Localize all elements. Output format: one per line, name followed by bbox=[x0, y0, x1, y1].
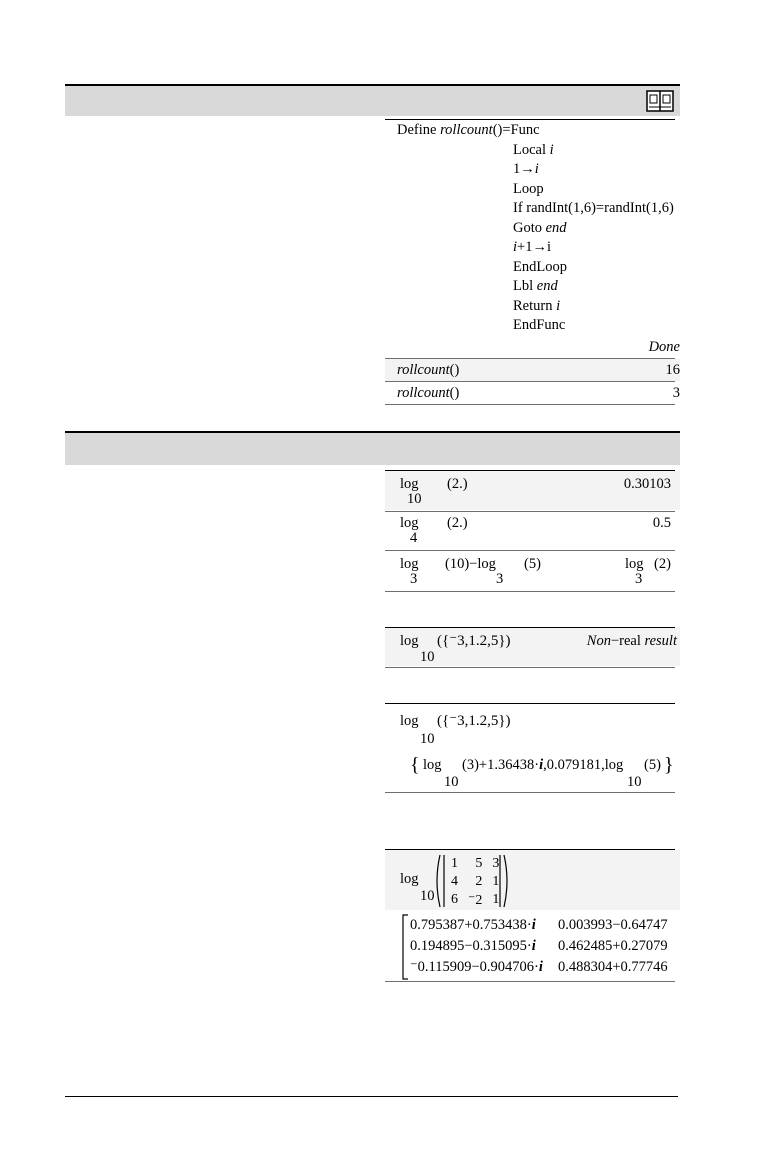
matrix-cell: 1 bbox=[451, 856, 458, 871]
log-expression: log bbox=[400, 476, 419, 492]
matrix-cell: 2 bbox=[475, 874, 483, 889]
program-line: Loop bbox=[513, 181, 544, 197]
log-base: 10 bbox=[407, 491, 422, 507]
call-expression: rollcount() bbox=[397, 362, 460, 378]
matrix-row: ⁻0.115909−0.904706·i bbox=[410, 959, 543, 975]
section-header-bar bbox=[65, 84, 680, 116]
call-result: 16 bbox=[665, 362, 680, 378]
log-base: 10 bbox=[420, 888, 435, 904]
define-line: Define rollcount()=Func bbox=[397, 122, 540, 138]
log-expression: log bbox=[400, 871, 419, 887]
log-base: 4 bbox=[410, 530, 418, 546]
matrix-row: 0.795387+0.753438·i bbox=[410, 917, 536, 933]
log-result: } bbox=[664, 754, 674, 776]
log-argument: (2.) bbox=[447, 515, 468, 531]
log-result: (5) bbox=[644, 757, 661, 773]
log-argument: (5) bbox=[524, 556, 541, 572]
log-result: 0.30103 bbox=[623, 476, 671, 492]
log-result: { bbox=[410, 754, 420, 776]
matrix-row: 0.003993−0.64747 bbox=[558, 917, 668, 933]
log-result-base: 3 bbox=[635, 571, 643, 587]
call-expression: rollcount() bbox=[397, 385, 460, 401]
matrix-row: 0.194895−0.315095·i bbox=[410, 938, 536, 954]
matrix-row: 0.488304+0.77746 bbox=[558, 959, 668, 975]
log-expression: log bbox=[400, 713, 419, 729]
program-line: Return i bbox=[513, 298, 561, 314]
input-matrix bbox=[446, 855, 504, 909]
matrix-cell: ⁻2 bbox=[468, 892, 483, 908]
matrix-row: 0.462485+0.27079 bbox=[558, 938, 668, 954]
matrix-cell: 4 bbox=[451, 874, 458, 889]
log-base: 10 bbox=[420, 731, 435, 747]
program-line: Local i bbox=[513, 142, 554, 158]
catalog-book-icon bbox=[646, 90, 674, 112]
log-argument: ({⁻3,1.2,5}) bbox=[437, 713, 511, 729]
footer-rule bbox=[65, 1096, 678, 1097]
program-line: EndLoop bbox=[513, 259, 567, 275]
log-base: 3 bbox=[410, 571, 418, 587]
matrix-cell: 1 bbox=[492, 892, 500, 907]
log-argument: (2.) bbox=[447, 476, 468, 492]
result-matrix bbox=[410, 916, 675, 980]
log-result: Non−real result bbox=[586, 633, 677, 649]
log-result: (3)+1.36438·i,0.079181,log bbox=[462, 757, 624, 773]
result-matrix-bracket bbox=[400, 914, 410, 980]
matrix-cell: 1 bbox=[492, 874, 500, 889]
log-result-arg: (2) bbox=[654, 556, 671, 572]
log-result: 0.5 bbox=[652, 515, 671, 531]
log-result: log bbox=[625, 556, 644, 572]
program-line: Lbl end bbox=[513, 278, 558, 294]
program-line: 1→i bbox=[513, 161, 539, 177]
log-result-base: 10 bbox=[627, 774, 642, 790]
log-expression: log bbox=[400, 515, 419, 531]
matrix-cell: 5 bbox=[475, 856, 483, 871]
log-argument: (10)−log bbox=[445, 556, 496, 572]
program-line: If randInt(1,6)=randInt(1,6) bbox=[513, 200, 674, 216]
log-result-base: 10 bbox=[444, 774, 459, 790]
log-expression: log bbox=[400, 556, 419, 572]
matrix-cell: 3 bbox=[492, 856, 500, 871]
section-header-bar bbox=[65, 431, 680, 465]
matrix-cell: 6 bbox=[451, 892, 458, 907]
program-line: Goto end bbox=[513, 220, 567, 236]
program-line: EndFunc bbox=[513, 317, 566, 333]
log-base: 10 bbox=[420, 649, 435, 665]
log-expression: log bbox=[400, 633, 419, 649]
program-line: i+1→i bbox=[513, 239, 551, 255]
done-result: Done bbox=[648, 339, 680, 355]
log-argument: ({⁻3,1.2,5}) bbox=[437, 633, 511, 649]
log-base: 3 bbox=[496, 571, 504, 587]
log-result: log bbox=[423, 757, 442, 773]
call-result: 3 bbox=[672, 385, 680, 401]
